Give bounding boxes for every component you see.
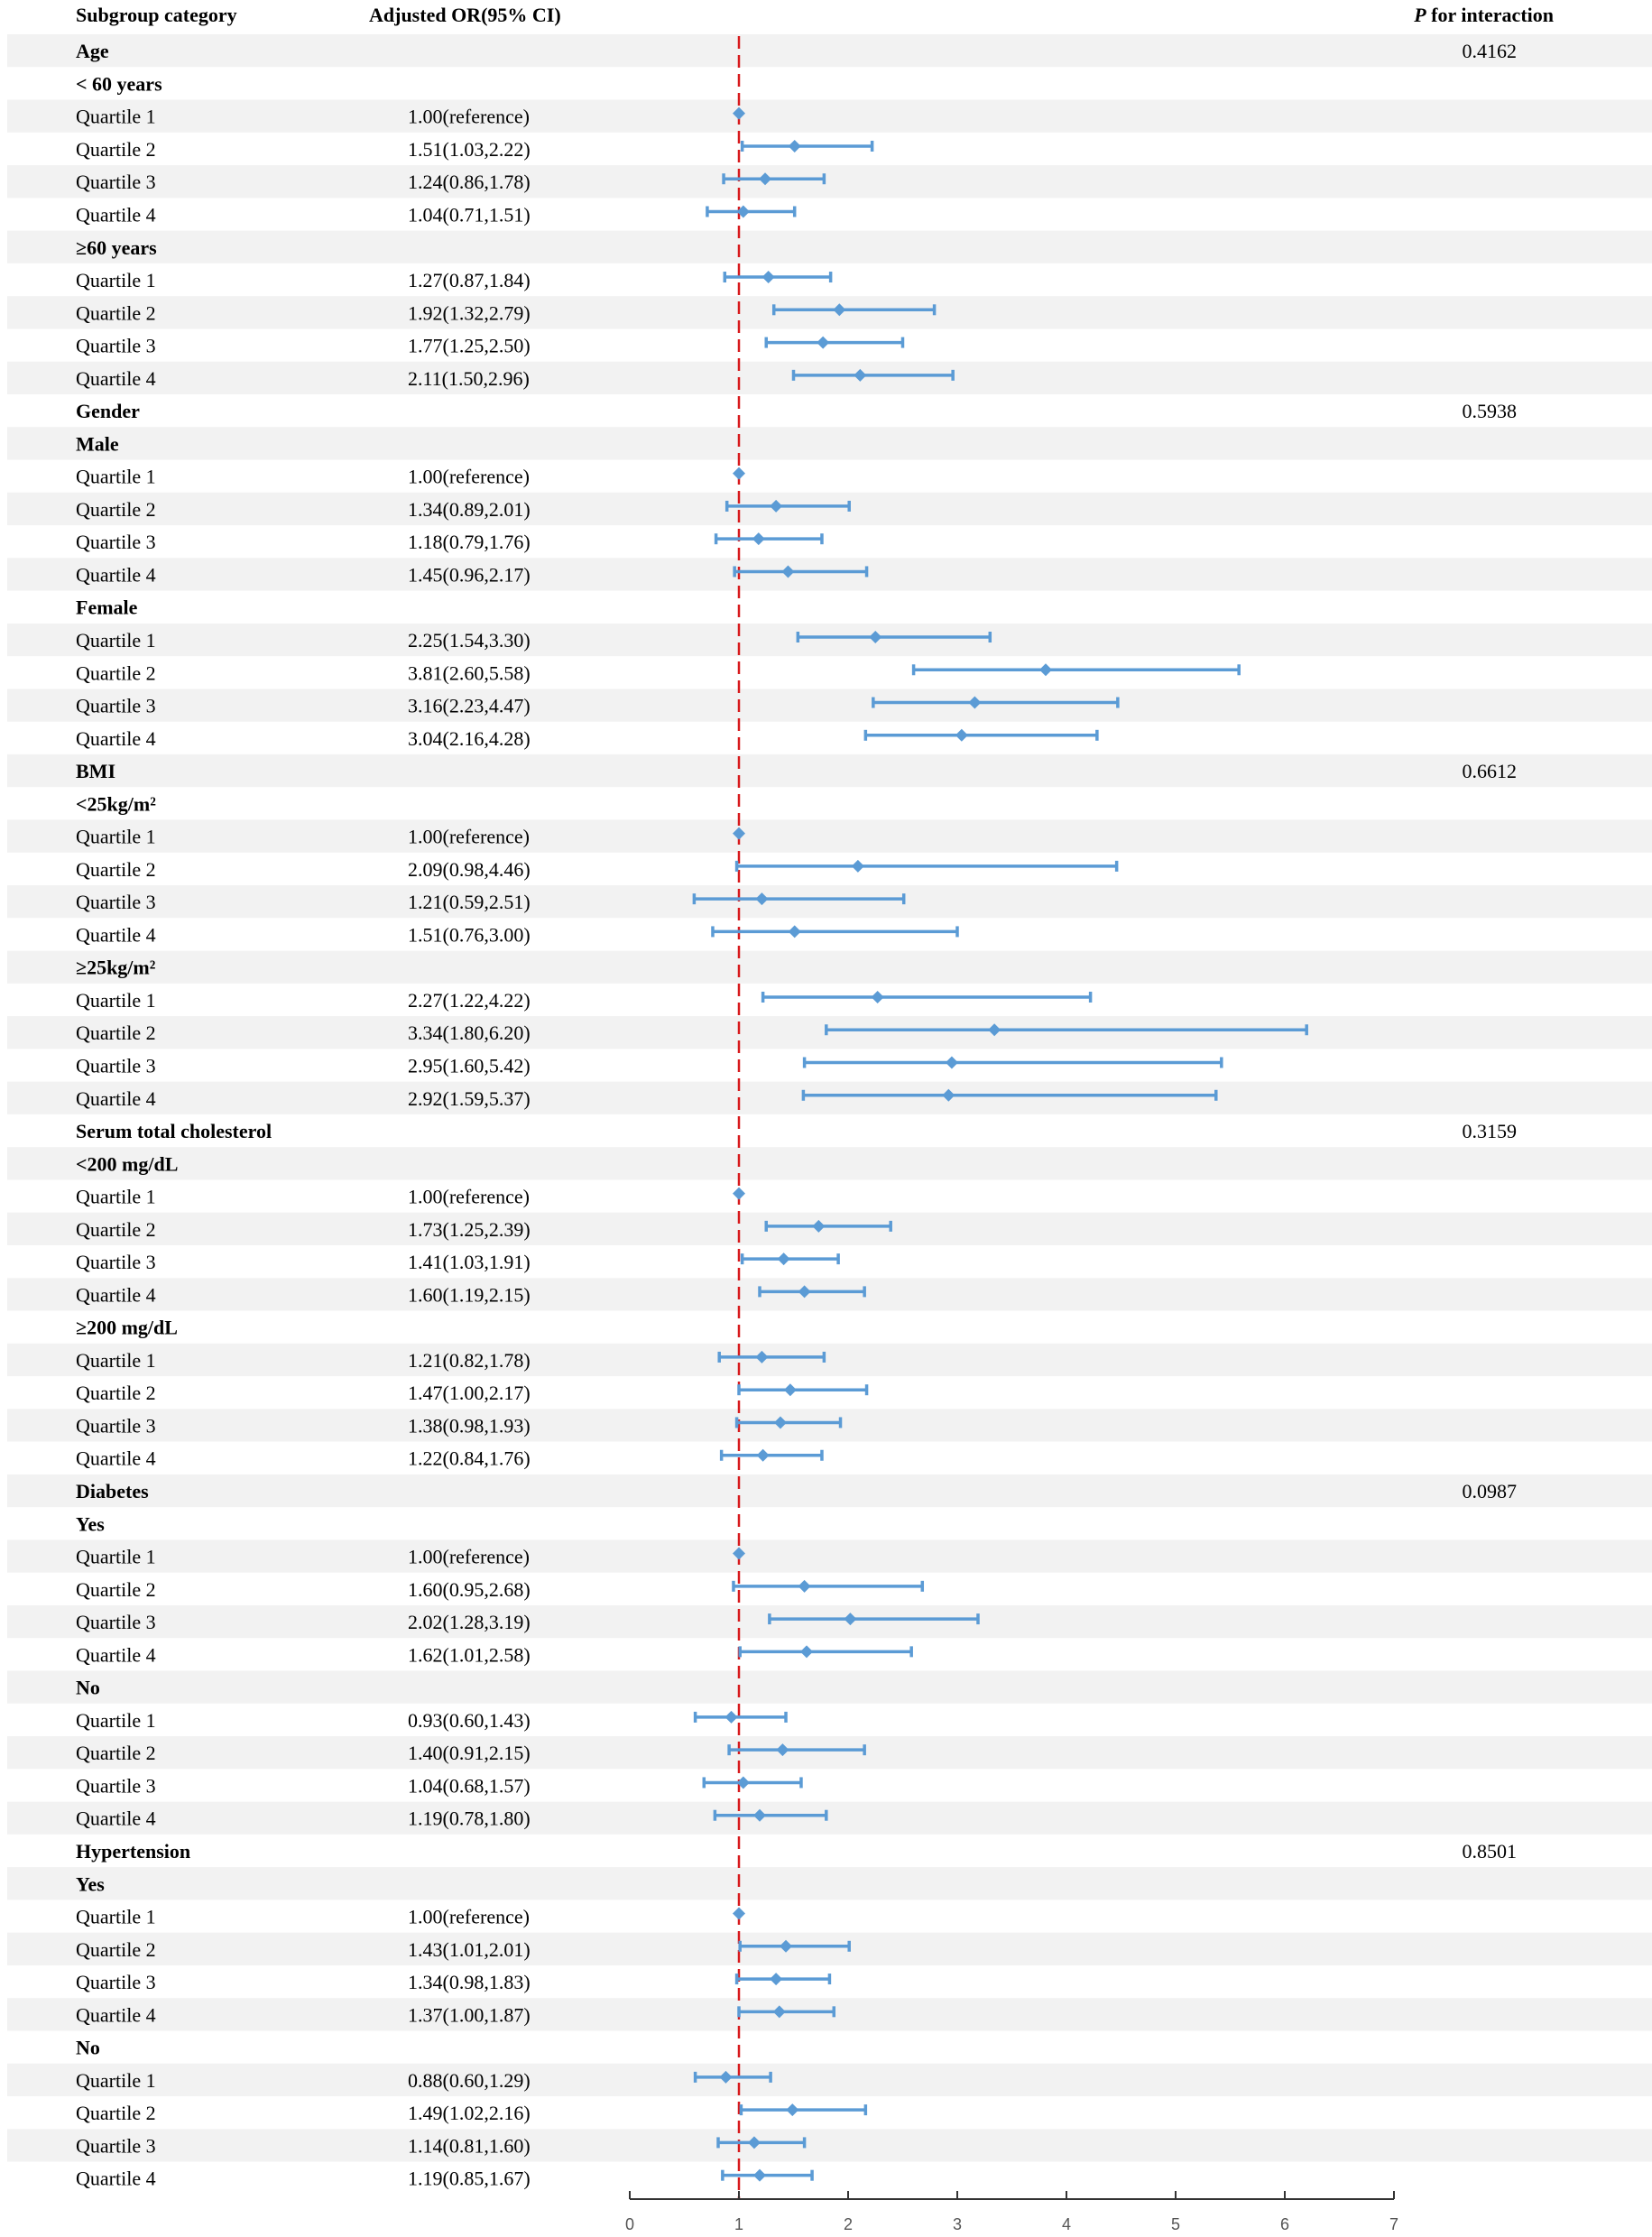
row-label: Quartile 2 <box>76 661 156 685</box>
row-label: Quartile 4 <box>76 203 156 226</box>
point-estimate-marker <box>789 140 801 153</box>
row-label: Quartile 3 <box>76 891 156 914</box>
group-label: BMI <box>76 760 115 783</box>
row-band <box>7 2129 1652 2161</box>
row-label: Quartile 3 <box>76 1611 156 1634</box>
header-subgroup: Subgroup category <box>76 4 237 26</box>
x-tick-label: 2 <box>843 2215 854 2233</box>
p-interaction-value: 0.4162 <box>1462 40 1517 63</box>
or-ci-text: 1.04(0.68,1.57) <box>408 1774 531 1798</box>
x-tick-label: 4 <box>1061 2215 1072 2233</box>
row-band <box>7 1213 1652 1245</box>
x-tick-label: 1 <box>734 2215 744 2233</box>
or-ci-text: 1.21(0.59,2.51) <box>408 891 531 914</box>
or-ci-text: 1.19(0.85,1.67) <box>408 2167 531 2190</box>
subgroup-label: ≥200 mg/dL <box>76 1316 178 1339</box>
row-bands <box>7 34 1652 2162</box>
or-ci-text: 1.00(reference) <box>408 1185 530 1208</box>
or-ci-text: 1.77(1.25,2.50) <box>408 334 531 357</box>
or-ci-text: 2.95(1.60,5.42) <box>408 1054 531 1077</box>
x-tick-label: 0 <box>624 2215 635 2233</box>
row-label: Quartile 2 <box>76 1382 156 1405</box>
or-ci-text: 0.93(0.60,1.43) <box>408 1708 531 1732</box>
row-label: Quartile 1 <box>76 1348 156 1372</box>
row-band <box>7 1998 1652 2030</box>
x-tick-label: 7 <box>1389 2215 1399 2233</box>
or-ci-text: 1.00(reference) <box>408 1905 530 1928</box>
point-estimate-marker <box>757 1449 770 1462</box>
or-ci-text: 1.22(0.84,1.76) <box>408 1447 531 1470</box>
or-ci-text: 2.09(0.98,4.46) <box>408 857 531 881</box>
or-ci-text: 1.62(1.01,2.58) <box>408 1643 531 1667</box>
row-band <box>7 296 1652 328</box>
row-band <box>7 951 1652 984</box>
row-label: Quartile 3 <box>76 1774 156 1798</box>
row-band <box>7 427 1652 459</box>
row-label: Quartile 3 <box>76 334 156 357</box>
row-band <box>7 1671 1652 1704</box>
group-label: Hypertension <box>76 1840 191 1863</box>
or-ci-text: 1.49(1.02,2.16) <box>408 2102 531 2125</box>
p-interaction-value: 0.6612 <box>1462 760 1517 783</box>
header-p-interaction <box>1413 4 1554 26</box>
row-label: Quartile 2 <box>76 137 156 161</box>
point-estimate-marker <box>817 337 829 349</box>
point-estimate-marker <box>733 467 745 480</box>
row-label: Quartile 1 <box>76 629 156 652</box>
or-ci-text: 1.24(0.86,1.78) <box>408 171 531 194</box>
or-ci-text: 3.81(2.60,5.58) <box>408 661 531 685</box>
row-label: Quartile 2 <box>76 1742 156 1765</box>
group-label: Age <box>76 40 109 63</box>
row-label: Quartile 4 <box>76 1283 156 1307</box>
row-label: Quartile 3 <box>76 1054 156 1077</box>
row-label: Quartile 3 <box>76 1251 156 1274</box>
row-band <box>7 165 1652 198</box>
or-ci-text: 1.34(0.89,2.01) <box>408 497 531 521</box>
or-ci-text: 2.02(1.28,3.19) <box>408 1611 531 1634</box>
or-ci-text: 3.04(2.16,4.28) <box>408 726 531 750</box>
row-band <box>7 885 1652 918</box>
row-band <box>7 820 1652 853</box>
row-label: Quartile 2 <box>76 497 156 521</box>
subgroup-label: No <box>76 2036 100 2059</box>
subgroup-label: ≥25kg/m² <box>76 956 156 979</box>
or-ci-text: 1.51(0.76,3.00) <box>408 923 531 947</box>
point-estimate-marker <box>733 1188 745 1200</box>
point-estimate-marker <box>786 2103 798 2116</box>
or-ci-text: 1.00(reference) <box>408 825 530 848</box>
row-band <box>7 1474 1652 1507</box>
subgroup-label: Male <box>76 432 119 456</box>
row-band <box>7 1867 1652 1900</box>
row-label: Quartile 3 <box>76 171 156 194</box>
row-label: Quartile 1 <box>76 465 156 488</box>
point-estimate-marker <box>872 991 884 1003</box>
or-ci-text: 2.25(1.54,3.30) <box>408 629 531 652</box>
row-label: Quartile 1 <box>76 1545 156 1568</box>
subgroup-label: ≥60 years <box>76 236 157 259</box>
or-ci-text: 1.40(0.91,2.15) <box>408 1742 531 1765</box>
point-estimate-marker <box>725 1711 738 1724</box>
or-ci-text: 1.21(0.82,1.78) <box>408 1348 531 1372</box>
row-label: Quartile 4 <box>76 1643 156 1667</box>
row-label: Quartile 1 <box>76 1905 156 1928</box>
or-ci-text: 3.34(1.80,6.20) <box>408 1021 531 1045</box>
row-band <box>7 1802 1652 1835</box>
row-label: Quartile 1 <box>76 825 156 848</box>
or-ci-text: 2.27(1.22,4.22) <box>408 989 531 1012</box>
or-ci-text: 1.34(0.98,1.83) <box>408 1971 531 1994</box>
or-ci-text: 1.00(reference) <box>408 105 530 128</box>
or-ci-text: 2.11(1.50,2.96) <box>408 366 530 390</box>
row-label: Quartile 4 <box>76 366 156 390</box>
row-band <box>7 1409 1652 1441</box>
row-label: Quartile 2 <box>76 1577 156 1601</box>
point-estimate-marker <box>946 1057 958 1069</box>
row-label: Quartile 1 <box>76 2068 156 2092</box>
or-ci-text: 3.16(2.23,4.47) <box>408 694 531 717</box>
row-label: Quartile 3 <box>76 1971 156 1994</box>
row-band <box>7 1736 1652 1769</box>
or-ci-text: 1.00(reference) <box>408 1545 530 1568</box>
row-band <box>7 100 1652 133</box>
row-band <box>7 493 1652 525</box>
row-band <box>7 754 1652 787</box>
row-label: Quartile 4 <box>76 726 156 750</box>
row-label: Quartile 2 <box>76 857 156 881</box>
row-label: Quartile 3 <box>76 694 156 717</box>
row-label: Quartile 4 <box>76 563 156 587</box>
row-label: Quartile 4 <box>76 1447 156 1470</box>
row-label: Quartile 4 <box>76 1807 156 1830</box>
p-interaction-value: 0.0987 <box>1462 1480 1517 1502</box>
row-label: Quartile 4 <box>76 2167 156 2190</box>
row-band <box>7 1605 1652 1638</box>
row-band <box>7 558 1652 590</box>
x-tick-label: 6 <box>1279 2215 1290 2233</box>
p-interaction-value: 0.5938 <box>1462 400 1517 423</box>
group-label: Gender <box>76 400 140 423</box>
point-estimate-marker <box>733 1908 745 1920</box>
row-band <box>7 34 1652 67</box>
or-ci-text: 2.92(1.59,5.37) <box>408 1086 531 1110</box>
point-estimate-marker <box>753 2169 766 2182</box>
or-ci-text: 1.00(reference) <box>408 465 530 488</box>
or-ci-text: 1.92(1.32,2.79) <box>408 301 531 325</box>
or-ci-text: 1.60(1.19,2.15) <box>408 1283 531 1307</box>
row-band <box>7 1933 1652 1965</box>
point-estimate-marker <box>798 1580 811 1593</box>
x-axis <box>625 2191 1398 2233</box>
row-band <box>7 689 1652 721</box>
row-label: Quartile 1 <box>76 105 156 128</box>
row-label: Quartile 3 <box>76 2134 156 2158</box>
or-ci-text: 1.45(0.96,2.17) <box>408 563 531 587</box>
or-ci-text: 1.73(1.25,2.39) <box>408 1217 531 1241</box>
row-label: Quartile 2 <box>76 1217 156 1241</box>
row-band <box>7 1344 1652 1376</box>
subgroup-label: Yes <box>76 1512 105 1536</box>
p-interaction-value: 0.8501 <box>1462 1840 1517 1863</box>
or-ci-text: 1.19(0.78,1.80) <box>408 1807 531 1830</box>
row-band <box>7 2064 1652 2096</box>
row-band <box>7 1278 1652 1310</box>
row-label: Quartile 2 <box>76 1021 156 1045</box>
row-label: Quartile 4 <box>76 2003 156 2027</box>
subgroup-label: No <box>76 1676 100 1699</box>
or-ci-text: 1.51(1.03,2.22) <box>408 137 531 161</box>
x-tick-label: 3 <box>952 2215 963 2233</box>
header-p-letter: P <box>1414 4 1426 26</box>
subgroup-label: < 60 years <box>76 72 162 96</box>
header-adjusted-or: Adjusted OR(95% CI) <box>369 4 561 26</box>
group-label: Diabetes <box>76 1480 149 1502</box>
row-label: Quartile 3 <box>76 531 156 554</box>
subgroup-label: <200 mg/dL <box>76 1152 179 1176</box>
row-label: Quartile 1 <box>76 989 156 1012</box>
header-p-rest: for interaction <box>1426 4 1554 26</box>
or-ci-text: 1.60(0.95,2.68) <box>408 1577 531 1601</box>
or-ci-text: 1.27(0.87,1.84) <box>408 269 531 291</box>
row-band <box>7 1539 1652 1572</box>
row-label: Quartile 2 <box>76 1937 156 1961</box>
point-estimate-marker <box>778 1253 790 1265</box>
point-estimate-marker <box>852 860 864 873</box>
row-band <box>7 1147 1652 1179</box>
row-label: Quartile 1 <box>76 1185 156 1208</box>
group-label: Serum total cholesterol <box>76 1120 272 1142</box>
point-estimate-marker <box>789 925 801 938</box>
or-ci-text: 1.43(1.01,2.01) <box>408 1937 531 1961</box>
row-label: Quartile 3 <box>76 1414 156 1437</box>
row-label: Quartile 1 <box>76 1708 156 1732</box>
or-ci-text: 1.37(1.00,1.87) <box>408 2003 531 2027</box>
subgroup-label: <25kg/m² <box>76 792 156 816</box>
or-ci-text: 0.88(0.60,1.29) <box>408 2068 531 2092</box>
point-estimate-marker <box>784 1383 797 1396</box>
point-estimate-marker <box>752 532 765 545</box>
or-ci-text: 1.41(1.03,1.91) <box>408 1251 531 1274</box>
point-estimate-marker <box>1039 663 1052 676</box>
or-ci-text: 1.18(0.79,1.76) <box>408 531 531 554</box>
p-interaction-value: 0.3159 <box>1462 1120 1517 1142</box>
point-estimate-marker <box>770 1973 782 1985</box>
row-band <box>7 624 1652 656</box>
point-estimate-marker <box>955 729 968 742</box>
or-ci-text: 1.38(0.98,1.93) <box>408 1414 531 1437</box>
row-band <box>7 231 1652 263</box>
x-tick-label: 5 <box>1170 2215 1181 2233</box>
point-estimate-marker <box>800 1645 813 1658</box>
row-label: Quartile 2 <box>76 2102 156 2125</box>
or-ci-text: 1.14(0.81,1.60) <box>408 2134 531 2158</box>
or-ci-text: 1.47(1.00,2.17) <box>408 1382 531 1405</box>
point-estimate-marker <box>762 271 775 283</box>
subgroup-label: Yes <box>76 1872 105 1896</box>
row-label: Quartile 4 <box>76 1086 156 1110</box>
row-label: Quartile 2 <box>76 301 156 325</box>
subgroup-label: Female <box>76 596 138 619</box>
row-band <box>7 362 1652 394</box>
row-band <box>7 1016 1652 1049</box>
row-band <box>7 1082 1652 1114</box>
or-ci-text: 1.04(0.71,1.51) <box>408 203 531 226</box>
row-label: Quartile 1 <box>76 269 156 291</box>
row-label: Quartile 4 <box>76 923 156 947</box>
